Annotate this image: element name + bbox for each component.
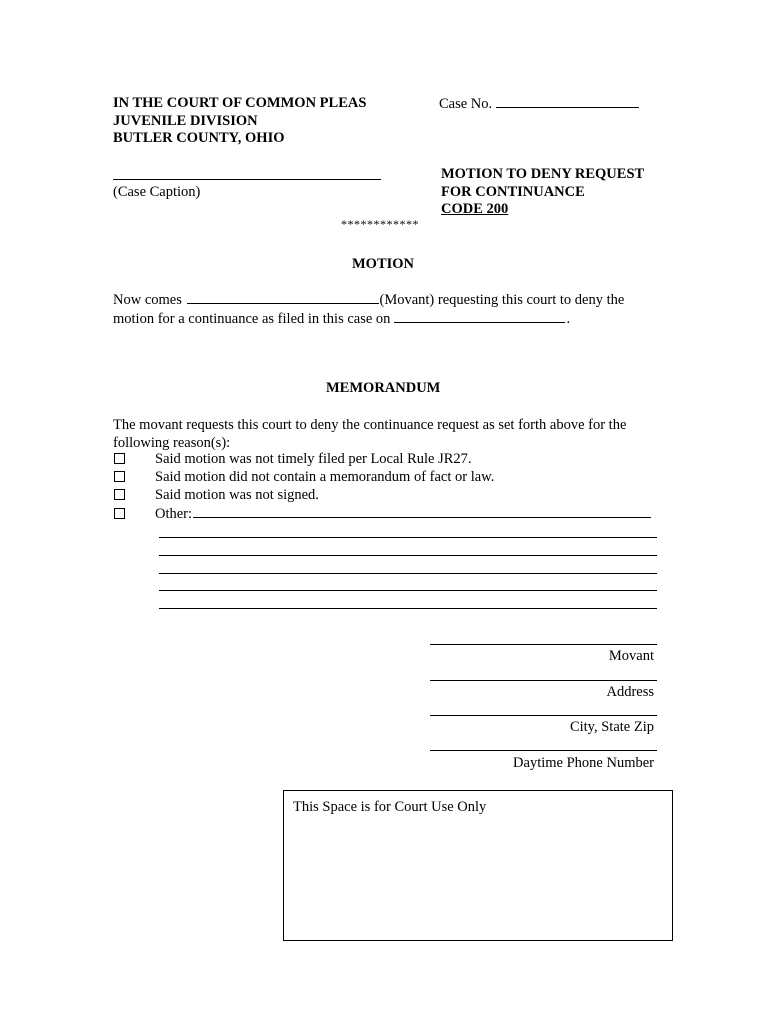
other-reason-line[interactable] xyxy=(159,590,657,591)
address-line[interactable] xyxy=(430,680,657,681)
phone-label: Daytime Phone Number xyxy=(513,755,654,771)
other-reason-blank[interactable] xyxy=(193,505,651,518)
movant-label: Movant xyxy=(608,648,654,664)
filing-date-blank[interactable] xyxy=(394,310,565,323)
reason-checkbox[interactable] xyxy=(114,471,125,482)
motion-title-line-1: MOTION TO DENY REQUEST xyxy=(441,166,645,182)
court-division: JUVENILE DIVISION xyxy=(113,112,258,129)
city-state-zip-line[interactable] xyxy=(430,715,657,716)
reason-item: Said motion was not timely filed per Local Rule JR27. xyxy=(114,451,472,468)
case-number-blank[interactable] xyxy=(496,95,639,108)
motion-heading: MOTION xyxy=(352,256,415,272)
asterisk-separator: ************ xyxy=(341,217,419,231)
case-caption-label: (Case Caption) xyxy=(113,184,201,200)
court-use-box xyxy=(283,790,673,941)
court-county: BUTLER COUNTY, OHIO xyxy=(113,130,285,146)
memorandum-intro: The movant requests this court to deny the continuance request as set forth above for the following reason(s): xyxy=(113,417,627,451)
phone-line[interactable] xyxy=(430,750,657,751)
memorandum-heading: MEMORANDUM xyxy=(326,380,441,396)
other-reason-line[interactable] xyxy=(159,608,657,609)
motion-title-line-2: FOR CONTINUANCE xyxy=(441,183,585,200)
reason-checkbox[interactable] xyxy=(114,508,125,519)
case-number-label: Case No. xyxy=(439,96,493,112)
motion-title xyxy=(441,166,644,219)
motion-line-2: motion for a continuance as filed in this case on . xyxy=(113,311,571,327)
motion-paragraph xyxy=(113,291,624,329)
reason-item: Said motion did not contain a memorandum of fact or law. xyxy=(114,469,494,486)
other-reason-line[interactable] xyxy=(159,573,657,574)
address-label: Address xyxy=(606,684,654,700)
court-use-label: This Space is for Court Use Only xyxy=(293,799,487,815)
reason-item-other: Other: xyxy=(114,505,651,523)
movant-name-blank[interactable] xyxy=(187,291,379,304)
motion-code: CODE 200 xyxy=(441,201,509,217)
court-name: IN THE COURT OF COMMON PLEAS xyxy=(113,95,367,111)
city-state-zip-label: City, State Zip xyxy=(569,719,654,735)
reason-checkbox[interactable] xyxy=(114,453,125,464)
case-number-field xyxy=(439,95,639,113)
court-heading xyxy=(113,95,366,148)
case-caption-blank[interactable] xyxy=(113,179,381,180)
movant-signature-line[interactable] xyxy=(430,644,657,645)
other-reason-line[interactable] xyxy=(159,555,657,556)
motion-line-1: Now comes (Movant) requesting this court to deny the xyxy=(113,292,625,308)
other-reason-line[interactable] xyxy=(159,537,657,538)
reason-item: Said motion was not signed. xyxy=(114,487,319,504)
reason-checkbox[interactable] xyxy=(114,489,125,500)
